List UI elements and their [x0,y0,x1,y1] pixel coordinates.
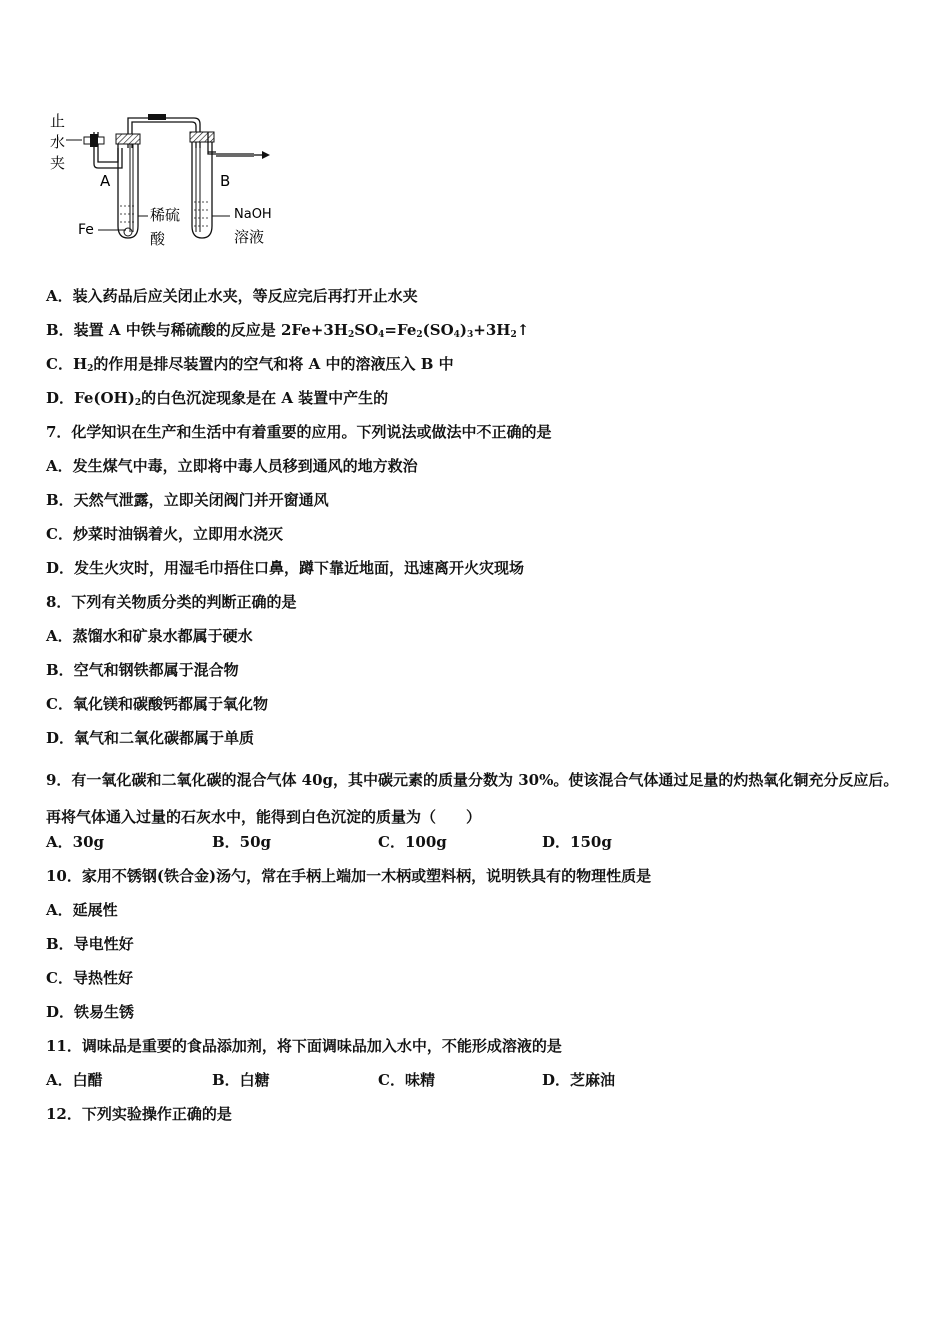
q6-d-text-1: D．Fe(OH) [46,389,135,407]
q6-b-text-3: =Fe [384,321,417,339]
q6-b-sub-2: 4 [378,330,385,340]
q6-c-text-2: 的作用是排尽装置内的空气和将 A 中的溶液压入 B 中 [93,355,454,373]
acid-label-1: 稀硫 [150,206,181,224]
q6-b-text-4: (SO [422,321,454,339]
q8-option-c: C．氧化镁和碳酸钙都属于氧化物 [46,695,268,713]
q6-b-sub-1: 2 [347,330,355,340]
q6-b-text-5: ) [459,321,468,339]
q6-c-sub-1: 2 [87,364,94,374]
gas-outlet-arrow-icon [262,151,270,159]
q9-option-c: C．100g [378,833,447,851]
q8-stem: 8．下列有关物质分类的判断正确的是 [46,593,297,611]
q9-option-b: B．50g [212,833,272,851]
apparatus-figure [44,104,294,254]
clamp-label-1: 止 [50,112,66,130]
q6-b-text-1: B．装置 A 中铁与稀硫酸的反应是 2Fe+3H [46,321,348,339]
q9-stem: 9．有一氧化碳和二氧化碳的混合气体 40g，其中碳元素的质量分数为 30%。使该混合气体通过足量的灼热氧化铜充分反应后。再将气体通入过量的石灰水中，能得到白色沉淀的质量为（ ） [46,771,899,826]
q6-b-text-2: SO [354,321,379,339]
tube-b-label: B [220,172,231,190]
q11-option-a: A．白醋 [46,1071,103,1089]
q7-option-c: C．炒菜时油锅着火，立即用水浇灭 [46,525,283,543]
q6-option-a: A．装入药品后应关闭止水夹，等反应完后再打开止水夹 [46,287,418,305]
q10-option-b: B．导电性好 [46,935,134,953]
q6-option-b [46,320,529,345]
q11-option-b: B．白糖 [212,1071,270,1089]
q6-option-d [46,388,388,413]
q9-option-a: A．30g [46,833,105,851]
q6-b-text-7: ↑ [516,321,530,339]
tube-a-label: A [100,172,111,190]
q6-b-sub-6: 2 [510,330,517,340]
apparatus-diagram [44,104,294,254]
q6-option-c [46,354,454,379]
q11-stem: 11．调味品是重要的食品添加剂，将下面调味品加入水中，不能形成溶液的是 [46,1037,562,1055]
naoh-label-1: NaOH [234,207,272,222]
q7-option-d: D．发生火灾时，用湿毛巾捂住口鼻，蹲下靠近地面，迅速离开火灾现场 [46,559,525,577]
fe-label: Fe [78,222,94,238]
q7-stem: 7．化学知识在生产和生活中有着重要的应用。下列说法或做法中不正确的是 [46,423,552,441]
q6-c-text-1: C．H [46,355,88,373]
naoh-label-2: 溶液 [234,228,265,246]
q8-option-a: A．蒸馏水和矿泉水都属于硬水 [46,627,253,645]
q6-b-sub-4: 4 [453,330,460,340]
q10-option-c: C．导热性好 [46,969,133,987]
q8-option-b: B．空气和钢铁都属于混合物 [46,661,239,679]
q10-option-d: D．铁易生锈 [46,1003,135,1021]
q6-b-sub-3: 2 [416,330,423,340]
q6-d-text-2: 的白色沉淀现象是在 A 装置中产生的 [141,389,389,407]
q10-stem: 10．家用不锈钢(铁合金)汤勺，常在手柄上端加一木柄或塑料柄，说明铁具有的物理性质是 [46,867,652,885]
clamp-label-2: 水 [50,133,66,151]
q6-b-text-6: +3H [473,321,511,339]
q6-d-sub-1: 2 [134,398,142,408]
q7-option-a: A．发生煤气中毒，立即将中毒人员移到通风的地方救治 [46,457,418,475]
q6-b-sub-5: 3 [467,330,474,340]
q11-option-d: D．芝麻油 [542,1071,616,1089]
q11-option-c: C．味精 [378,1071,435,1089]
q9-option-d: D．150g [542,833,612,851]
clamp-label-3: 夹 [50,154,66,172]
acid-label-2: 酸 [150,230,166,248]
q8-option-d: D．氧气和二氧化碳都属于单质 [46,729,255,747]
q12-stem: 12．下列实验操作正确的是 [46,1105,232,1123]
tube-connector [148,114,166,120]
q10-option-a: A．延展性 [46,901,118,919]
q7-option-b: B．天然气泄露，立即关闭阀门并开窗通风 [46,491,329,509]
